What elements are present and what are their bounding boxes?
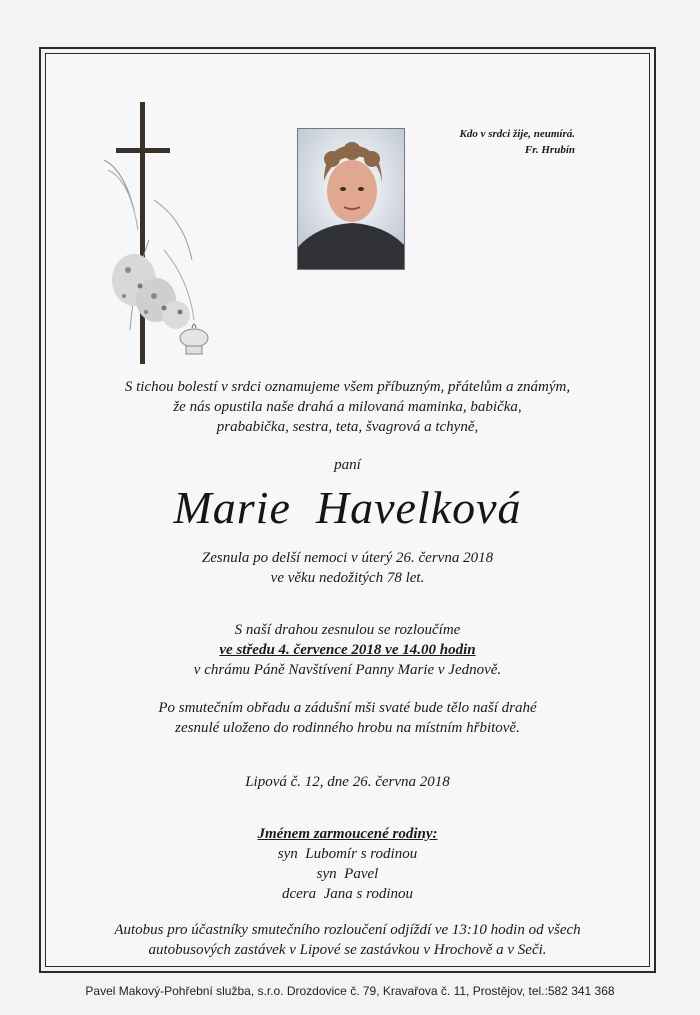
farewell-intro: S naší drahou zesnulou se rozloučíme [234, 622, 461, 638]
burial-line: Po smutečním obřadu a zádušní mši svaté bude tělo naší drahé [158, 700, 537, 716]
funeral-service-footer: Pavel Makový-Pohřební služba, s.r.o. Drozdovice č. 79, Kravařova č. 11, Prostějov, tel.:582 341 368 [85, 984, 615, 998]
title-prefix: paní [334, 457, 361, 473]
outer-border [39, 47, 656, 973]
intro-text [46, 377, 649, 437]
death-line: ve věku nedožitých 78 let. [270, 570, 425, 586]
motto [459, 126, 575, 158]
bus-line: Autobus pro účastníky smutečního rozloučení odjíždí ve 13:10 hodin od všech [114, 922, 581, 938]
family-member: dcera Jana s rodinou [281, 886, 414, 902]
death-line: Zesnula po delší nemoci v úterý 26. června 2018 [201, 550, 494, 566]
intro-line: že nás opustila naše drahá a milovaná maminka, babička, [173, 399, 522, 415]
farewell-date-time: ve středu 4. července 2018 ve 14.00 hodin [219, 642, 476, 658]
farewell-info [46, 620, 649, 680]
bus-info [46, 920, 649, 960]
family-member: syn Lubomír s rodinou [277, 846, 418, 862]
intro-line: prababička, sestra, teta, švagrová a tchyně, [216, 419, 479, 435]
death-info [46, 548, 649, 588]
place-date: Lipová č. 12, dne 26. června 2018 [245, 774, 450, 790]
burial-line: zesnulé uloženo do rodinného hrobu na místním hřbitově. [175, 720, 520, 736]
cross-with-flowers-icon [94, 100, 224, 370]
intro-line: S tichou bolestí v srdci oznamujeme všem příbuzným, přátelům a známým, [124, 379, 571, 395]
bus-line: autobusových zastávek v Lipové se zastávkou v Hrochově a v Seči. [148, 942, 547, 958]
notice-card [45, 53, 650, 967]
family-section [46, 824, 649, 904]
burial-info [46, 698, 649, 738]
portrait-photo [297, 128, 405, 270]
portrait-image-icon [298, 129, 405, 270]
farewell-place: v chrámu Páně Navštívení Panny Marie v Jednově. [193, 662, 502, 678]
motto-quote: Kdo v srdci žije, neumírá. [459, 128, 575, 140]
deceased-name: Marie Havelková [173, 482, 522, 533]
family-heading: Jménem zarmoucené rodiny: [257, 826, 438, 842]
family-member: syn Pavel [316, 866, 379, 882]
motto-author: Fr. Hrubín [524, 144, 575, 156]
